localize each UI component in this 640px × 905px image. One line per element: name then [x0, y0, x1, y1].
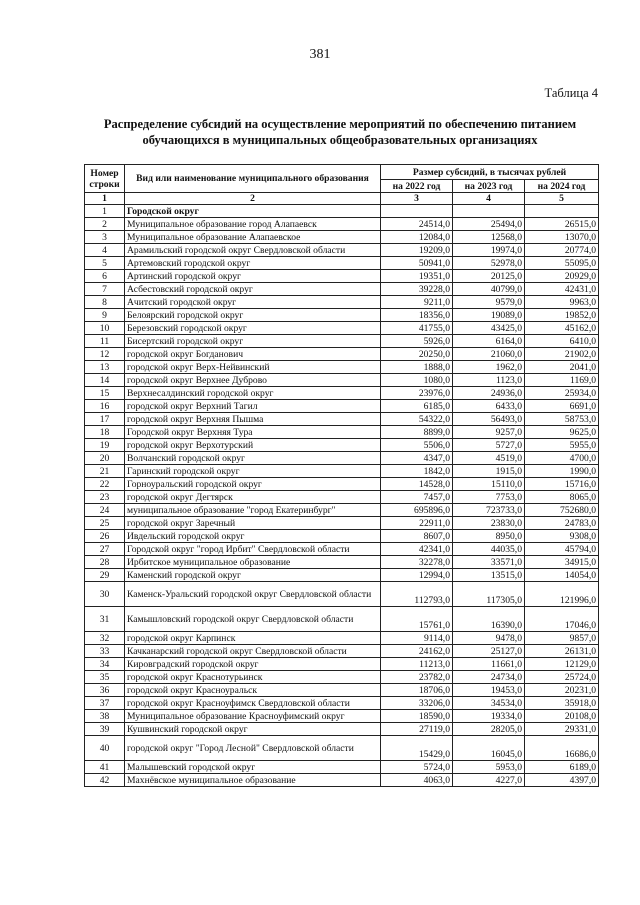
subsidy-2023-cell: 1962,0: [453, 361, 525, 374]
subsidy-2022-cell: 9211,0: [381, 296, 453, 309]
municipality-name-cell: городской округ Верхняя Пышма: [125, 413, 381, 426]
subsidy-2023-cell: 16045,0: [453, 736, 525, 761]
municipality-name-cell: городской округ Верхний Тагил: [125, 400, 381, 413]
subsidy-2022-cell: 5724,0: [381, 761, 453, 774]
table-body: [85, 205, 599, 787]
row-number-cell: 36: [85, 684, 125, 697]
row-number-cell: 18: [85, 426, 125, 439]
municipality-name-cell: городской округ Карпинск: [125, 632, 381, 645]
row-number-cell: 41: [85, 761, 125, 774]
table-row: [85, 556, 599, 569]
header-index-5: 5: [525, 193, 599, 205]
subsidy-2023-cell: 56493,0: [453, 413, 525, 426]
subsidy-2024-cell: 1990,0: [525, 465, 599, 478]
table-row: [85, 322, 599, 335]
subsidy-2022-cell: 14528,0: [381, 478, 453, 491]
subsidy-2024-cell: 13070,0: [525, 231, 599, 244]
row-number-cell: 23: [85, 491, 125, 504]
row-number-cell: 14: [85, 374, 125, 387]
subsidy-2022-cell: 24514,0: [381, 218, 453, 231]
table-row: [85, 607, 599, 632]
municipality-name-cell: городской округ Заречный: [125, 517, 381, 530]
row-number-cell: 7: [85, 283, 125, 296]
subsidy-2024-cell: 9308,0: [525, 530, 599, 543]
table-row: [85, 218, 599, 231]
table-row: [85, 491, 599, 504]
table-row: [85, 413, 599, 426]
subsidy-2022-cell: 50941,0: [381, 257, 453, 270]
row-number-cell: 12: [85, 348, 125, 361]
row-number-cell: 19: [85, 439, 125, 452]
subsidy-2023-cell: 40799,0: [453, 283, 525, 296]
subsidy-2023-cell: 6433,0: [453, 400, 525, 413]
subsidy-2023-cell: 33571,0: [453, 556, 525, 569]
subsidy-2024-cell: 16686,0: [525, 736, 599, 761]
subsidy-2024-cell: 752680,0: [525, 504, 599, 517]
municipality-name-cell: Ивдельский городской округ: [125, 530, 381, 543]
subsidy-2022-cell: 695896,0: [381, 504, 453, 517]
municipality-name-cell: Муниципальное образование город Алапаевск: [125, 218, 381, 231]
subsidy-2023-cell: 9478,0: [453, 632, 525, 645]
subsidy-2023-cell: 12568,0: [453, 231, 525, 244]
table-row: [85, 205, 599, 218]
subsidy-2024-cell: 26131,0: [525, 645, 599, 658]
municipality-name-cell: городской округ Дегтярск: [125, 491, 381, 504]
subsidy-2024-cell: 1169,0: [525, 374, 599, 387]
subsidy-2024-cell: 45162,0: [525, 322, 599, 335]
row-number-cell: 9: [85, 309, 125, 322]
municipality-name-cell: Бисертский городской округ: [125, 335, 381, 348]
table-row: [85, 244, 599, 257]
subsidy-2024-cell: 6189,0: [525, 761, 599, 774]
subsidy-2024-cell: 55095,0: [525, 257, 599, 270]
header-row-number: Номер строки: [85, 165, 125, 193]
subsidy-2023-cell: 9257,0: [453, 426, 525, 439]
table-row: [85, 465, 599, 478]
subsidy-2022-cell: 41755,0: [381, 322, 453, 335]
subsidy-2022-cell: 54322,0: [381, 413, 453, 426]
municipality-name-cell: Муниципальное образование Алапаевское: [125, 231, 381, 244]
municipality-name-cell: городской округ Верхнее Дуброво: [125, 374, 381, 387]
row-number-cell: 4: [85, 244, 125, 257]
subsidy-2024-cell: 12129,0: [525, 658, 599, 671]
table-row: [85, 361, 599, 374]
row-number-cell: 8: [85, 296, 125, 309]
subsidy-2023-cell: 7753,0: [453, 491, 525, 504]
subsidy-2022-cell: 15761,0: [381, 607, 453, 632]
table-row: [85, 658, 599, 671]
subsidy-2024-cell: 2041,0: [525, 361, 599, 374]
table-row: [85, 569, 599, 582]
table-row: [85, 504, 599, 517]
row-number-cell: 34: [85, 658, 125, 671]
table-row: [85, 452, 599, 465]
subsidy-2022-cell: 39228,0: [381, 283, 453, 296]
subsidy-2022-cell: 23782,0: [381, 671, 453, 684]
subsidy-2023-cell: [453, 205, 525, 218]
table-row: [85, 257, 599, 270]
table-row: [85, 309, 599, 322]
subsidy-2022-cell: 33206,0: [381, 697, 453, 710]
subsidy-2023-cell: 8950,0: [453, 530, 525, 543]
table-row: [85, 671, 599, 684]
table-row: [85, 684, 599, 697]
table-row: [85, 543, 599, 556]
table-row: [85, 296, 599, 309]
row-number-cell: 5: [85, 257, 125, 270]
row-number-cell: 28: [85, 556, 125, 569]
subsidy-2023-cell: 19974,0: [453, 244, 525, 257]
subsidy-2023-cell: 23830,0: [453, 517, 525, 530]
subsidy-2024-cell: 4397,0: [525, 774, 599, 787]
subsidy-2023-cell: 723733,0: [453, 504, 525, 517]
row-number-cell: 35: [85, 671, 125, 684]
subsidy-2024-cell: 20108,0: [525, 710, 599, 723]
municipality-name-cell: Арамильский городской округ Свердловской области: [125, 244, 381, 257]
row-number-cell: 31: [85, 607, 125, 632]
subsidy-2022-cell: 112793,0: [381, 582, 453, 607]
municipality-name-cell: Белоярский городской округ: [125, 309, 381, 322]
municipality-name-cell: городской округ "Город Лесной" Свердловской области: [125, 736, 381, 761]
subsidy-2023-cell: 24734,0: [453, 671, 525, 684]
table-row: [85, 582, 599, 607]
subsidy-2023-cell: 24936,0: [453, 387, 525, 400]
municipality-name-cell: Кушвинский городской округ: [125, 723, 381, 736]
header-subsidy-size: Размер субсидий, в тысячах рублей: [381, 165, 599, 180]
subsidy-2022-cell: 19209,0: [381, 244, 453, 257]
row-number-cell: 17: [85, 413, 125, 426]
subsidy-2023-cell: 11661,0: [453, 658, 525, 671]
row-number-cell: 40: [85, 736, 125, 761]
header-index-1: 1: [85, 193, 125, 205]
row-number-cell: 39: [85, 723, 125, 736]
subsidy-2024-cell: 6691,0: [525, 400, 599, 413]
subsidy-2023-cell: 52978,0: [453, 257, 525, 270]
table-row: [85, 632, 599, 645]
municipality-name-cell: Гаринский городской округ: [125, 465, 381, 478]
subsidy-2024-cell: 25724,0: [525, 671, 599, 684]
table-label: Таблица 4: [544, 86, 598, 100]
subsidy-2022-cell: 1080,0: [381, 374, 453, 387]
table-row: [85, 478, 599, 491]
municipality-name-cell: Березовский городской округ: [125, 322, 381, 335]
row-number-cell: 24: [85, 504, 125, 517]
table-row: [85, 348, 599, 361]
subsidy-2024-cell: 21902,0: [525, 348, 599, 361]
title-line-2: обучающихся в муниципальных общеобразовательных организациях: [142, 133, 538, 147]
subsidy-2022-cell: 19351,0: [381, 270, 453, 283]
subsidy-2022-cell: 4347,0: [381, 452, 453, 465]
subsidy-2024-cell: 20929,0: [525, 270, 599, 283]
subsidy-2023-cell: 28205,0: [453, 723, 525, 736]
municipality-name-cell: Городской округ Верхняя Тура: [125, 426, 381, 439]
table-row: [85, 736, 599, 761]
subsidy-2022-cell: 8607,0: [381, 530, 453, 543]
municipality-name-cell: Артемовский городской округ: [125, 257, 381, 270]
municipality-name-cell: Городской округ: [125, 205, 381, 218]
subsidy-2022-cell: [381, 205, 453, 218]
municipality-name-cell: городской округ Богданович: [125, 348, 381, 361]
row-number-cell: 15: [85, 387, 125, 400]
municipality-name-cell: Малышевский городской округ: [125, 761, 381, 774]
municipality-name-cell: Кировградский городской округ: [125, 658, 381, 671]
subsidy-2023-cell: 5953,0: [453, 761, 525, 774]
subsidy-2022-cell: 9114,0: [381, 632, 453, 645]
table-row: [85, 439, 599, 452]
subsidy-2022-cell: 1842,0: [381, 465, 453, 478]
page-number: 381: [309, 47, 331, 62]
municipality-name-cell: Городской округ "город Ирбит" Свердловской области: [125, 543, 381, 556]
header-year-2022: на 2022 год: [381, 180, 453, 193]
subsidy-2024-cell: 34915,0: [525, 556, 599, 569]
table-row: [85, 761, 599, 774]
subsidy-2024-cell: 35918,0: [525, 697, 599, 710]
subsidy-2023-cell: 6164,0: [453, 335, 525, 348]
subsidy-2023-cell: 19334,0: [453, 710, 525, 723]
subsidy-2024-cell: 26515,0: [525, 218, 599, 231]
subsidy-2024-cell: 45794,0: [525, 543, 599, 556]
table-row: [85, 426, 599, 439]
subsidy-2022-cell: 5926,0: [381, 335, 453, 348]
subsidy-2024-cell: 19852,0: [525, 309, 599, 322]
subsidy-2024-cell: 29331,0: [525, 723, 599, 736]
municipality-name-cell: городской округ Верх-Нейвинский: [125, 361, 381, 374]
subsidy-2022-cell: 27119,0: [381, 723, 453, 736]
subsidy-2023-cell: 15110,0: [453, 478, 525, 491]
subsidy-2023-cell: 1915,0: [453, 465, 525, 478]
subsidy-2024-cell: 24783,0: [525, 517, 599, 530]
municipality-name-cell: городской округ Верхотурский: [125, 439, 381, 452]
subsidy-2024-cell: 6410,0: [525, 335, 599, 348]
subsidy-2023-cell: 44035,0: [453, 543, 525, 556]
subsidy-2024-cell: 9963,0: [525, 296, 599, 309]
municipality-name-cell: Каменск-Уральский городской округ Свердловской области: [125, 582, 381, 607]
subsidy-2023-cell: 19089,0: [453, 309, 525, 322]
subsidy-2022-cell: 7457,0: [381, 491, 453, 504]
subsidy-2023-cell: 25494,0: [453, 218, 525, 231]
row-number-cell: 30: [85, 582, 125, 607]
table-row: [85, 270, 599, 283]
subsidy-2022-cell: 32278,0: [381, 556, 453, 569]
subsidy-2023-cell: 117305,0: [453, 582, 525, 607]
subsidy-2023-cell: 4227,0: [453, 774, 525, 787]
table-row: [85, 723, 599, 736]
row-number-cell: 21: [85, 465, 125, 478]
row-number-cell: 20: [85, 452, 125, 465]
subsidy-2022-cell: 24162,0: [381, 645, 453, 658]
municipality-name-cell: Верхнесалдинский городской округ: [125, 387, 381, 400]
subsidy-2023-cell: 13515,0: [453, 569, 525, 582]
subsidy-2024-cell: 8065,0: [525, 491, 599, 504]
subsidy-2024-cell: 58753,0: [525, 413, 599, 426]
subsidy-2022-cell: 15429,0: [381, 736, 453, 761]
municipality-name-cell: муниципальное образование "город Екатеринбург": [125, 504, 381, 517]
municipality-name-cell: Ирбитское муниципальное образование: [125, 556, 381, 569]
row-number-cell: 33: [85, 645, 125, 658]
municipality-name-cell: Камышловский городской округ Свердловской области: [125, 607, 381, 632]
subsidy-2024-cell: 17046,0: [525, 607, 599, 632]
table-row: [85, 530, 599, 543]
subsidy-2024-cell: 9857,0: [525, 632, 599, 645]
subsidy-2022-cell: 8899,0: [381, 426, 453, 439]
subsidy-2023-cell: 5727,0: [453, 439, 525, 452]
row-number-cell: 42: [85, 774, 125, 787]
subsidy-2022-cell: 4063,0: [381, 774, 453, 787]
municipality-name-cell: Качканарский городской округ Свердловской области: [125, 645, 381, 658]
table-row: [85, 517, 599, 530]
row-number-cell: 37: [85, 697, 125, 710]
header-index-3: 3: [381, 193, 453, 205]
table-row: [85, 774, 599, 787]
subsidy-2023-cell: 20125,0: [453, 270, 525, 283]
municipality-name-cell: Волчанский городской округ: [125, 452, 381, 465]
header-year-2024: на 2024 год: [525, 180, 599, 193]
row-number-cell: 11: [85, 335, 125, 348]
subsidy-2022-cell: 18706,0: [381, 684, 453, 697]
subsidy-2022-cell: 22911,0: [381, 517, 453, 530]
municipality-name-cell: Артинский городской округ: [125, 270, 381, 283]
subsidy-2023-cell: 4519,0: [453, 452, 525, 465]
table-row: [85, 231, 599, 244]
subsidy-2024-cell: 42431,0: [525, 283, 599, 296]
subsidy-2022-cell: 11213,0: [381, 658, 453, 671]
row-number-cell: 13: [85, 361, 125, 374]
row-number-cell: 6: [85, 270, 125, 283]
subsidy-2024-cell: 20231,0: [525, 684, 599, 697]
header-index-2: 2: [125, 193, 381, 205]
subsidy-2023-cell: 43425,0: [453, 322, 525, 335]
table-row: [85, 283, 599, 296]
header-municipality-name: Вид или наименование муниципального образования: [125, 165, 381, 193]
subsidy-2022-cell: 12994,0: [381, 569, 453, 582]
document-title: [80, 116, 600, 148]
subsidy-2024-cell: 15716,0: [525, 478, 599, 491]
municipality-name-cell: Асбестовский городской округ: [125, 283, 381, 296]
subsidy-2023-cell: 34534,0: [453, 697, 525, 710]
subsidy-2022-cell: 12084,0: [381, 231, 453, 244]
subsidy-2022-cell: 1888,0: [381, 361, 453, 374]
subsidy-2022-cell: 23976,0: [381, 387, 453, 400]
row-number-cell: 1: [85, 205, 125, 218]
subsidy-2023-cell: 1123,0: [453, 374, 525, 387]
subsidy-2024-cell: 5955,0: [525, 439, 599, 452]
title-line-1: Распределение субсидий на осуществление мероприятий по обеспечению питанием: [103, 117, 577, 131]
row-number-cell: 3: [85, 231, 125, 244]
subsidy-2023-cell: 19453,0: [453, 684, 525, 697]
municipality-name-cell: городской округ Краснотурьинск: [125, 671, 381, 684]
subsidy-2024-cell: 9625,0: [525, 426, 599, 439]
table-row: [85, 387, 599, 400]
subsidy-2024-cell: 14054,0: [525, 569, 599, 582]
subsidy-2022-cell: 20250,0: [381, 348, 453, 361]
header-index-4: 4: [453, 193, 525, 205]
municipality-name-cell: городской округ Красноуральск: [125, 684, 381, 697]
table-row: [85, 374, 599, 387]
municipality-name-cell: Махнёвское муниципальное образование: [125, 774, 381, 787]
municipality-name-cell: Муниципальное образование Красноуфимский округ: [125, 710, 381, 723]
municipality-name-cell: Каменский городской округ: [125, 569, 381, 582]
subsidy-2023-cell: 25127,0: [453, 645, 525, 658]
subsidy-2022-cell: 18590,0: [381, 710, 453, 723]
header-year-2023: на 2023 год: [453, 180, 525, 193]
municipality-name-cell: Горноуральский городской округ: [125, 478, 381, 491]
row-number-cell: 38: [85, 710, 125, 723]
subsidy-2024-cell: 25934,0: [525, 387, 599, 400]
subsidy-2023-cell: 9579,0: [453, 296, 525, 309]
table-row: [85, 697, 599, 710]
row-number-cell: 26: [85, 530, 125, 543]
subsidy-2024-cell: [525, 205, 599, 218]
row-number-cell: 16: [85, 400, 125, 413]
table-row: [85, 400, 599, 413]
row-number-cell: 10: [85, 322, 125, 335]
row-number-cell: 25: [85, 517, 125, 530]
subsidy-2023-cell: 16390,0: [453, 607, 525, 632]
row-number-cell: 2: [85, 218, 125, 231]
municipality-name-cell: городской округ Красноуфимск Свердловской области: [125, 697, 381, 710]
subsidy-2023-cell: 21060,0: [453, 348, 525, 361]
municipality-name-cell: Ачитский городской округ: [125, 296, 381, 309]
table-row: [85, 335, 599, 348]
table-row: [85, 645, 599, 658]
subsidy-2022-cell: 5506,0: [381, 439, 453, 452]
subsidy-2022-cell: 18356,0: [381, 309, 453, 322]
row-number-cell: 27: [85, 543, 125, 556]
row-number-cell: 22: [85, 478, 125, 491]
row-number-cell: 29: [85, 569, 125, 582]
subsidy-2022-cell: 42341,0: [381, 543, 453, 556]
subsidy-2022-cell: 6185,0: [381, 400, 453, 413]
subsidy-2024-cell: 121996,0: [525, 582, 599, 607]
table-row: [85, 710, 599, 723]
subsidy-2024-cell: 4700,0: [525, 452, 599, 465]
subsidy-table: [84, 164, 599, 787]
subsidy-2024-cell: 20774,0: [525, 244, 599, 257]
row-number-cell: 32: [85, 632, 125, 645]
